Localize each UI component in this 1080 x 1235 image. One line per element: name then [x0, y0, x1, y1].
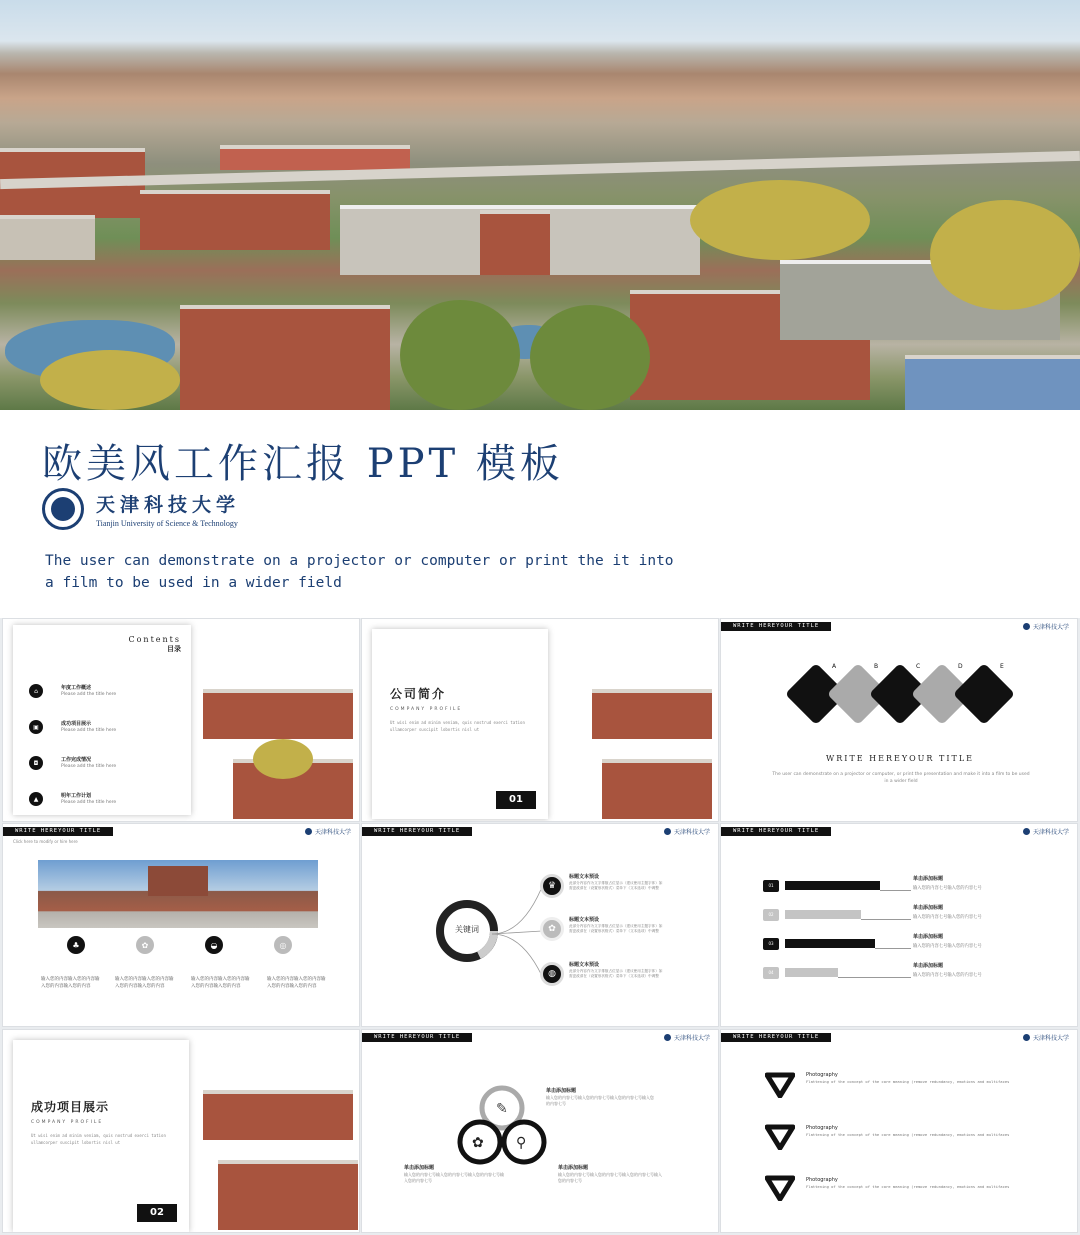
bar-title: 单击添加标题	[913, 905, 944, 911]
contents-item[interactable]	[29, 745, 116, 781]
photo-building	[218, 1160, 358, 1230]
target-icon: ◎	[274, 936, 292, 954]
diamond-letter-d: D	[958, 663, 963, 670]
slide-note: Click here to modify or hire here	[13, 839, 78, 844]
photo-building	[0, 215, 95, 260]
profile-card	[372, 629, 548, 819]
contents-item[interactable]	[29, 673, 116, 709]
bar-row	[763, 934, 1063, 960]
slide-header-bar: WRITE HEREYOUR TITLE	[721, 1033, 831, 1042]
bar-tag: 02	[763, 909, 779, 921]
circles-item-title: 单击添加标题	[404, 1165, 435, 1171]
three-circles-graphic	[452, 1080, 552, 1170]
bar-body: 输入您的内容七号输入您的内容七号	[913, 915, 982, 920]
triangle-icon	[765, 1124, 795, 1150]
slide-header-bar: WRITE HEREYOUR TITLE	[721, 827, 831, 836]
gear-icon: ✿	[136, 936, 154, 954]
profile-subtitle: COMPANY PROFILE	[390, 707, 463, 712]
university-seal-icon	[1023, 1034, 1030, 1041]
bar-tag: 03	[763, 938, 779, 950]
keyword-item-body: 此部分内容作为文字排版占位显示（建议使用主题字体）如需更改请在（设置形状格式）菜单下（文本选项）中调整	[569, 969, 663, 978]
bar-connector	[861, 919, 911, 920]
keyword-item	[569, 962, 664, 979]
bar-title: 单击添加标题	[913, 876, 944, 882]
contents-card	[13, 625, 191, 815]
header-logo-text: 天津科技大学	[1032, 1035, 1069, 1042]
contents-heading-cn: 目录	[167, 645, 181, 653]
page-title: 欧美风工作汇报 PPT 模板	[42, 441, 564, 487]
header-logo-text: 天津科技大学	[1032, 624, 1069, 631]
slide-header-bar: WRITE HEREYOUR TITLE	[721, 622, 831, 631]
home-icon: ⌂	[29, 684, 43, 698]
bar-list	[763, 876, 1063, 996]
photo-building	[140, 190, 330, 250]
slide-thumb-building[interactable]	[2, 823, 360, 1027]
photo-trees	[930, 200, 1080, 310]
triangle-item-body: Flattening of the concept of the core meaning (remove redundancy, emotions and multifaces	[806, 1079, 1010, 1084]
university-seal-icon	[1023, 623, 1030, 630]
slide-thumb-circles[interactable]	[361, 1029, 719, 1233]
keyword-item-body: 此部分内容作为文字排版占位显示（建议使用主题字体）如需更改请在（设置形状格式）菜单下（文本选项）中调整	[569, 924, 663, 933]
header-logo-text: 天津科技大学	[1032, 829, 1069, 836]
bar-row	[763, 876, 1063, 902]
profile-title: 公司简介	[390, 687, 447, 701]
circles-item-body: 输入您的内容七号输入您的内容七号输入您的内容七号输入您的内容七号	[558, 1172, 662, 1183]
triangle-item-title: Photography	[806, 1072, 838, 1078]
circles-item-body: 输入您的内容七号输入您的内容七号输入您的内容七号输入您的内容七号	[546, 1095, 654, 1106]
slide-thumb-diamonds[interactable]	[720, 618, 1078, 822]
header-logo-text: 天津科技大学	[673, 1035, 710, 1042]
university-logo	[42, 488, 240, 530]
keyword-item	[569, 874, 664, 891]
slide-header-logo	[1023, 1033, 1069, 1042]
bar-connector	[838, 977, 911, 978]
lock-icon: ◘	[29, 756, 43, 770]
photo-building	[180, 305, 390, 410]
photo-building	[203, 689, 353, 739]
bar-fill	[785, 910, 861, 919]
triangle-text	[806, 1072, 1046, 1085]
contents-item-title: 成功项目展示	[61, 720, 92, 727]
graduation-cap-icon: ▲	[29, 792, 43, 806]
contents-item[interactable]	[29, 709, 116, 745]
bar-row	[763, 963, 1063, 989]
svg-text:⚲: ⚲	[516, 1135, 527, 1151]
slide-thumb-keyword[interactable]	[361, 823, 719, 1027]
university-seal-icon	[664, 1034, 671, 1041]
keyword-item-body: 此部分内容作为文字排版占位显示（建议使用主题字体）如需更改请在（设置形状格式）菜单下（文本选项）中调整	[569, 881, 663, 890]
slide-thumb-company-profile[interactable]	[361, 618, 719, 822]
slide-header-bar: WRITE HEREYOUR TITLE	[362, 827, 472, 836]
leaf-icon: ♣	[67, 936, 85, 954]
keyword-item	[569, 917, 664, 934]
hero-campus-photo	[0, 0, 1080, 410]
building-photo	[38, 860, 318, 928]
photo-building	[148, 866, 208, 896]
keyword-item-title: 标题文本预设	[569, 962, 600, 968]
bar-row	[763, 905, 1063, 931]
project-body: Ut wisi enim ad minim veniam, quis nostrud exerci tation ullamcorper suscipit lobortis nisl ut	[31, 1133, 166, 1145]
university-seal-icon	[305, 828, 312, 835]
header-logo-text: 天津科技大学	[673, 829, 710, 836]
chart-icon: ◒	[205, 936, 223, 954]
slide-header-logo	[305, 827, 351, 836]
slide-number-badge: 02	[137, 1204, 177, 1222]
bar-title: 单击添加标题	[913, 963, 944, 969]
diamond-letter-e: E	[1000, 663, 1004, 670]
photo-building	[480, 210, 550, 275]
keyword-label: 关键词	[455, 925, 479, 934]
photo-building	[220, 145, 410, 170]
caption-2: 输入您的内容输入您的内容输入您的内容输入您的内容	[115, 977, 174, 989]
trophy-icon: ♛	[540, 874, 564, 898]
photo-trees	[40, 350, 180, 410]
contents-item-title: 明年工作计划	[61, 792, 92, 799]
svg-text:✎: ✎	[496, 1101, 508, 1117]
bar-fill	[785, 968, 838, 977]
triangle-text	[806, 1177, 1046, 1190]
profile-body: Ut wisi enim ad minim veniam, quis nostrud exerci tation ullamcorper suscipit lobortis nisl ut	[390, 720, 525, 732]
slide-header-bar: WRITE HEREYOUR TITLE	[362, 1033, 472, 1042]
photo-trees	[690, 180, 870, 260]
triangle-icon	[765, 1072, 795, 1098]
bar-fill	[785, 939, 875, 948]
caption-3: 输入您的内容输入您的内容输入您的内容输入您的内容	[191, 977, 250, 989]
slide-header-bar: WRITE HEREYOUR TITLE	[3, 827, 113, 836]
circles-item-title: 单击添加标题	[558, 1165, 589, 1171]
photo-building	[602, 759, 712, 819]
photo-trees	[400, 300, 520, 410]
caption-4: 输入您的内容输入您的内容输入您的内容输入您的内容	[267, 977, 326, 989]
contents-heading-en: Contents	[128, 635, 181, 644]
university-seal-icon	[42, 488, 84, 530]
contents-item-sub: Please add the title here	[61, 799, 117, 805]
bar-connector	[875, 948, 911, 949]
university-name-cn: 天津科技大学	[96, 494, 241, 516]
bar-tag: 04	[763, 967, 779, 979]
contents-item-title: 工作完成情况	[61, 756, 92, 763]
triangle-text	[806, 1125, 1046, 1138]
bar-body: 输入您的内容七号输入您的内容七号	[913, 973, 982, 978]
slide-thumb-triangles[interactable]	[720, 1029, 1078, 1233]
diamond-cards-graphic	[776, 654, 1026, 734]
photo-building	[592, 689, 712, 739]
keyword-item-title: 标题文本预设	[569, 917, 600, 923]
title-section	[0, 410, 1080, 618]
briefcase-icon: ▣	[29, 720, 43, 734]
circles-item-body: 输入您的内容七号输入您的内容七号输入您的内容七号输入您的内容七号	[404, 1172, 504, 1183]
triangle-icon	[765, 1175, 795, 1201]
university-seal-icon	[1023, 828, 1030, 835]
contents-item-sub: Please add the title here	[61, 727, 117, 733]
globe-icon: ◍	[540, 962, 564, 986]
triangle-item-title: Photography	[806, 1125, 838, 1131]
project-subtitle: COMPANY PROFILE	[31, 1120, 104, 1125]
circles-top-item	[546, 1088, 656, 1107]
bar-tag: 01	[763, 880, 779, 892]
diamonds-title: WRITE HEREYOUR TITLE	[826, 754, 974, 763]
subtitle: The user can demonstrate on a projector or computer or print the it into a film to be used in a wider field	[45, 553, 674, 591]
triangle-item-title: Photography	[806, 1177, 838, 1183]
circles-right-item	[558, 1165, 663, 1184]
photo-building	[203, 1090, 353, 1140]
keyword-item-title: 标题文本预设	[569, 874, 600, 880]
photo-trees	[530, 305, 650, 410]
slide-thumb-contents[interactable]	[2, 618, 360, 822]
triangle-item	[765, 1175, 795, 1205]
contents-item[interactable]	[29, 781, 116, 817]
slide-header-logo	[1023, 622, 1069, 631]
svg-text:✿: ✿	[472, 1135, 484, 1151]
settings-icon: ✿	[540, 917, 564, 941]
contents-item-sub: Please add the title here	[61, 763, 117, 769]
bar-body: 输入您的内容七号输入您的内容七号	[913, 944, 982, 949]
triangle-item	[765, 1072, 795, 1102]
diamond-letter-b: B	[874, 663, 879, 670]
header-logo-text: 天津科技大学	[314, 829, 351, 836]
slide-thumb-bars[interactable]	[720, 823, 1078, 1027]
slide-header-logo	[664, 827, 710, 836]
slide-thumb-project[interactable]	[2, 1029, 360, 1233]
project-title: 成功项目展示	[31, 1100, 110, 1114]
triangle-item-body: Flattening of the concept of the core meaning (remove redundancy, emotions and multifaces	[806, 1132, 1010, 1137]
bar-connector	[880, 890, 911, 891]
diamond-letter-a: A	[832, 663, 837, 670]
caption-1: 输入您的内容输入您的内容输入您的内容输入您的内容	[41, 977, 100, 989]
slide-header-logo	[664, 1033, 710, 1042]
diamond-letter-c: C	[916, 663, 921, 670]
triangle-item-body: Flattening of the concept of the core meaning (remove redundancy, emotions and multifaces	[806, 1184, 1010, 1189]
triangle-item	[765, 1124, 795, 1154]
circles-item-title: 单击添加标题	[546, 1088, 577, 1094]
slide-header-logo	[1023, 827, 1069, 836]
project-card	[13, 1040, 189, 1232]
contents-item-sub: Please add the title here	[61, 691, 117, 697]
slide-number-badge: 01	[496, 791, 536, 809]
bar-fill	[785, 881, 880, 890]
contents-item-title: 年度工作概述	[61, 684, 92, 691]
circles-left-item	[404, 1165, 504, 1184]
bar-body: 输入您的内容七号输入您的内容七号	[913, 886, 982, 891]
university-name-en: Tianjin University of Science & Technology	[96, 519, 238, 528]
bar-title: 单击添加标题	[913, 934, 944, 940]
photo-trees	[253, 739, 313, 779]
photo-road	[0, 151, 1080, 189]
university-seal-icon	[664, 828, 671, 835]
photo-building	[905, 355, 1080, 410]
diamonds-body: The user can demonstrate on a projector or computer, or print the presentation and make it into a film to be used in a wider field	[772, 772, 1030, 784]
